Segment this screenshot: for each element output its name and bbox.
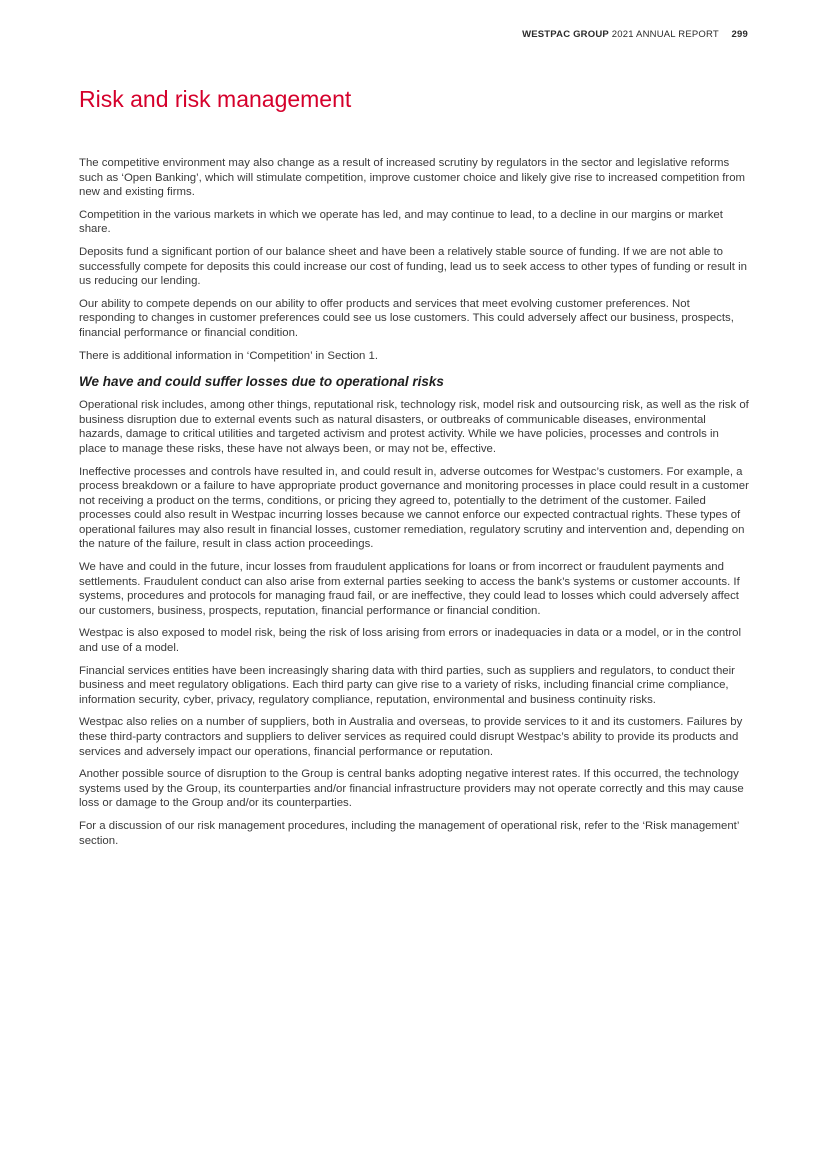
header-report: 2021 ANNUAL REPORT — [611, 29, 719, 40]
page-header — [522, 29, 748, 40]
paragraph: Deposits fund a significant portion of our balance sheet and have been a relatively stable source of funding. If we are not able to successfully compete for deposits this could increase our cost of funding, lead us to seek access to other types of funding or result in us reducing our lending. — [79, 245, 747, 288]
main-content — [79, 156, 749, 856]
page-title: Risk and risk management — [79, 86, 352, 112]
paragraph: Financial services entities have been increasingly sharing data with third parties, such as suppliers and regulators, to conduct their business and meet regulatory obligations. Each third party can give rise to a variety of risks, including financial crime compliance, information security, cyber, privacy, regulatory compliance, reputation, environmental and business continuity risks. — [79, 664, 735, 706]
section-heading: We have and could suffer losses due to operational risks — [79, 374, 444, 390]
paragraph: We have and could in the future, incur losses from fraudulent applications for loans or from incorrect or fraudulent payments and settlements. Fraudulent conduct can also arise from external parties seeking to access the bank’s systems or customer accounts. If systems, procedures and protocols for managing fraud fail, or are ineffective, they could lead to losses which could adversely affect our customers, business, prospects, reputation, financial performance or financial condition. — [79, 561, 740, 617]
paragraph: There is additional information in ‘Competition’ in Section 1. — [79, 349, 379, 362]
paragraph: Operational risk includes, among other things, reputational risk, technology risk, model risk and outsourcing risk, as well as the risk of business disruption due to external events such as natural disasters, or outbreaks of communicable diseases, environmental hazards, damage to critical utilities and targeted activism and protest activity. While we have policies, processes and controls in place to manage these risks, these have not always been, or may not be, effective. — [79, 399, 749, 455]
paragraph: Another possible source of disruption to the Group is central banks adopting negative interest rates. If this occurred, the technology systems used by the Group, its counterparties and/or financial infrastructure providers may not operate correctly and this may cause loss or damage to the Group and/or its counterparties. — [79, 768, 744, 810]
paragraph: Ineffective processes and controls have resulted in, and could result in, adverse outcomes for Westpac’s customers. For example, a process breakdown or a failure to have appropriate product governance and monitoring processes in place could result in a customer not receiving a product on the terms, conditions, or pricing they agreed to, potentially to the detriment of the customer. Failed processes could also result in Westpac incurring losses because we cannot enforce our expected contractual rights. These types of operational failures may also result in financial losses, customer remediation, regulatory scrutiny and intervention and, depending on the nature of the failure, result in class action proceedings. — [79, 465, 749, 551]
page-number: 299 — [731, 29, 748, 40]
paragraph: Our ability to compete depends on our ability to offer products and services that meet evolving customer preferences. Not responding to changes in customer preferences could see us lose customers. This could adversely affect our business, prospects, financial performance or financial condition. — [79, 297, 734, 339]
paragraph: Westpac is also exposed to model risk, being the risk of loss arising from errors or inadequacies in data or a model, or in the control and use of a model. — [79, 627, 742, 655]
paragraph: For a discussion of our risk management procedures, including the management of operational risk, refer to the ‘Risk management’ section. — [79, 819, 739, 847]
paragraph: Competition in the various markets in which we operate has led, and may continue to lead, to a decline in our margins or market share. — [79, 208, 723, 236]
paragraph: Westpac also relies on a number of suppliers, both in Australia and overseas, to provide services to it and its customers. Failures by these third-party contractors and suppliers to deliver services as required could disrupt Westpac’s ability to provide its products and services and adversely impact our operations, financial performance or reputation. — [79, 716, 743, 758]
header-brand: WESTPAC GROUP — [522, 29, 609, 40]
paragraph: The competitive environment may also change as a result of increased scrutiny by regulators in the sector and legislative reforms such as ‘Open Banking’, which will stimulate competition, improve customer choice and likely give rise to increased competition from new and existing firms. — [79, 157, 746, 199]
